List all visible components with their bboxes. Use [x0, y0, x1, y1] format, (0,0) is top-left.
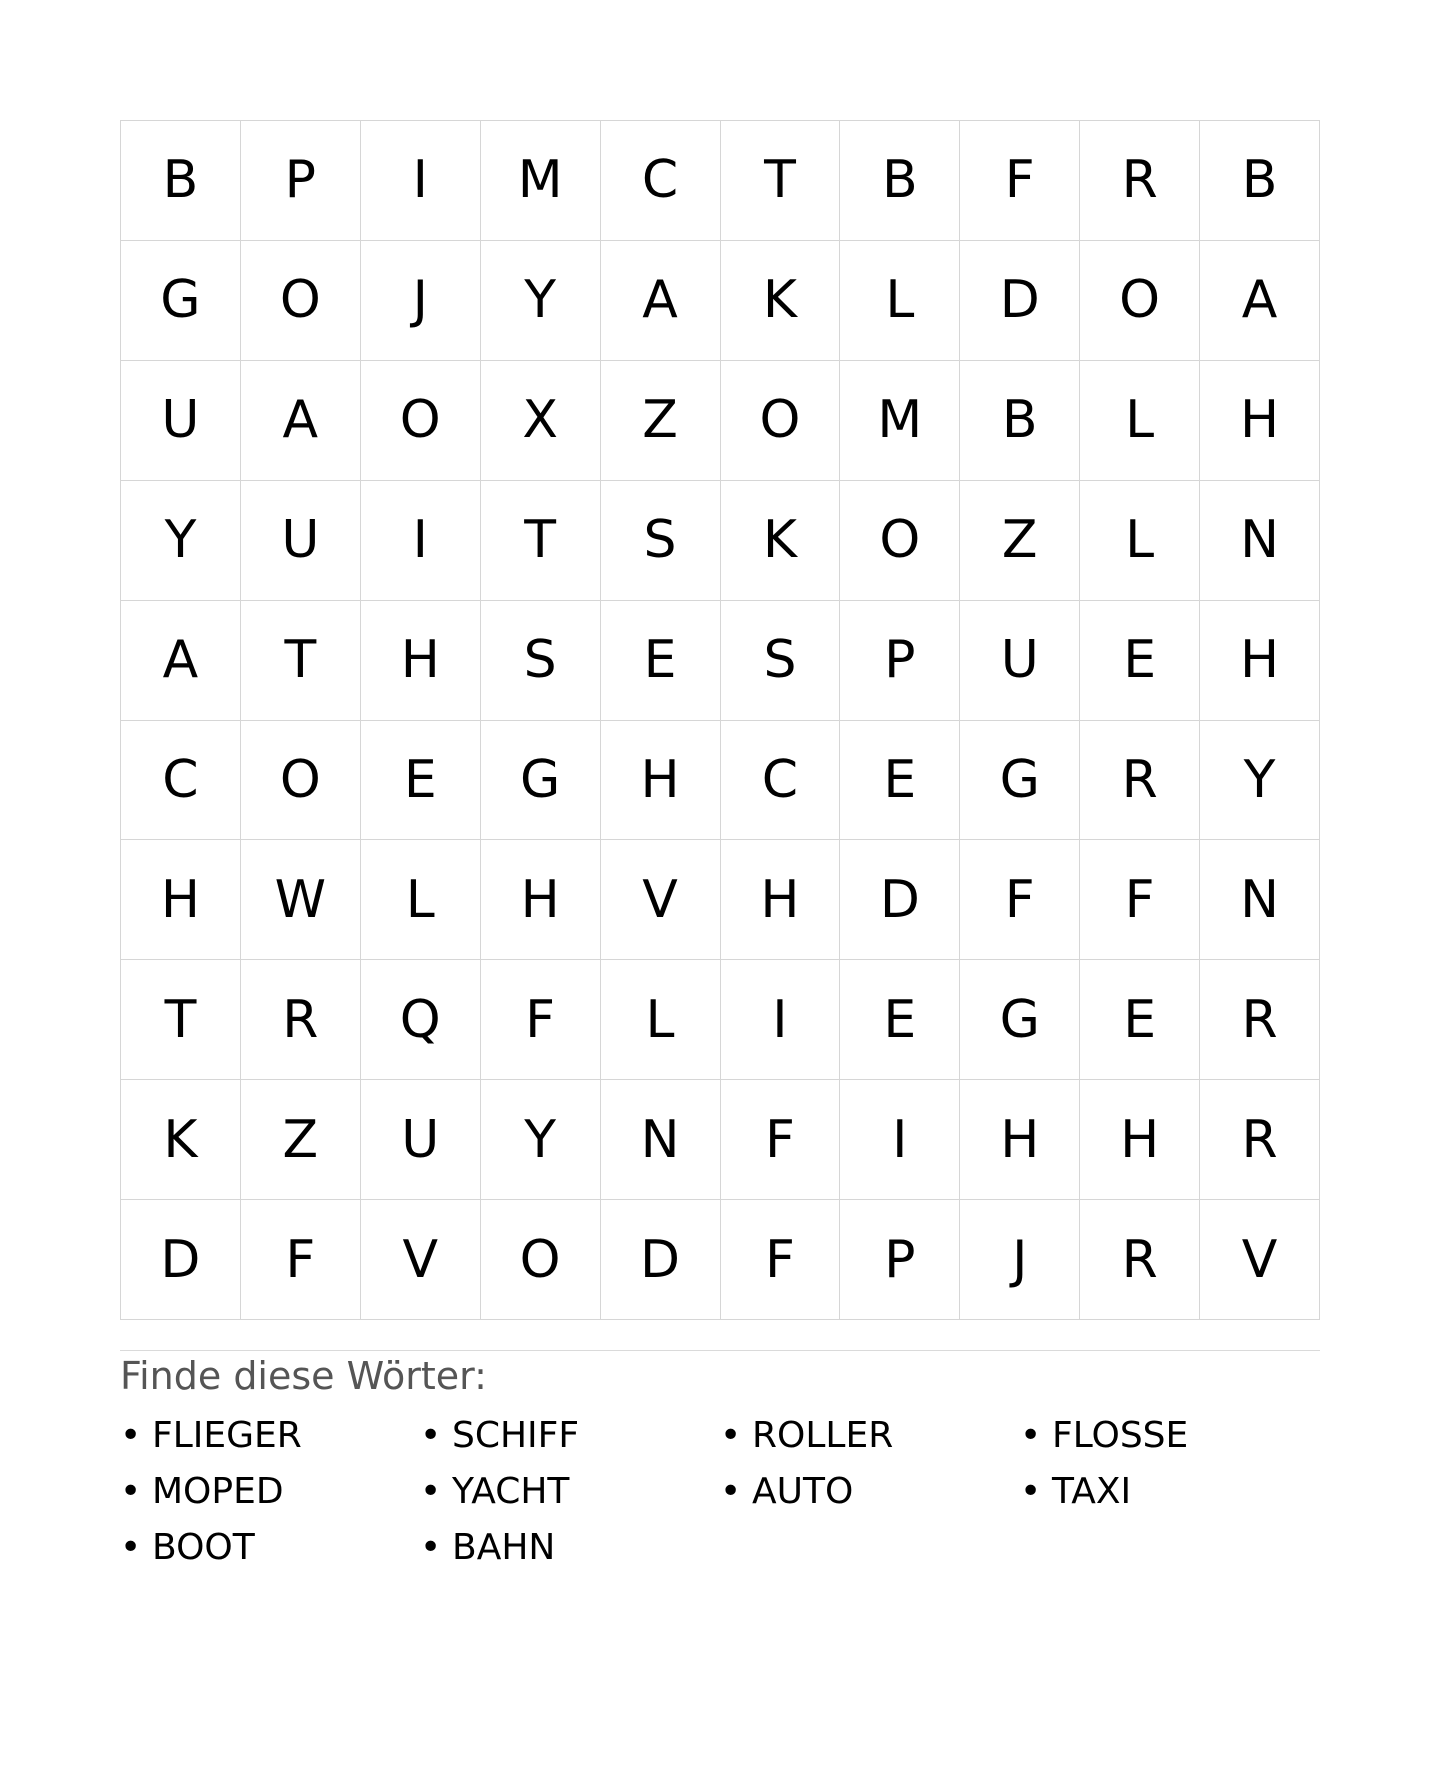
- grid-cell[interactable]: Z: [960, 481, 1080, 601]
- grid-cell[interactable]: O: [840, 481, 960, 601]
- grid-cell[interactable]: F: [960, 121, 1080, 241]
- grid-cell[interactable]: O: [1080, 241, 1200, 361]
- grid-cell[interactable]: N: [1200, 481, 1320, 601]
- grid-cell[interactable]: I: [361, 121, 481, 241]
- bullet-icon: •: [420, 1471, 442, 1512]
- grid-cell[interactable]: P: [840, 601, 960, 721]
- bullet-icon: •: [120, 1471, 142, 1512]
- grid-cell[interactable]: S: [601, 481, 721, 601]
- grid-cell[interactable]: F: [481, 960, 601, 1080]
- grid-cell[interactable]: E: [840, 721, 960, 841]
- grid-cell[interactable]: Z: [601, 361, 721, 481]
- grid-cell[interactable]: Y: [481, 1080, 601, 1200]
- grid-cell[interactable]: H: [1200, 361, 1320, 481]
- word-label: FLOSSE: [1052, 1415, 1189, 1456]
- bullet-icon: •: [120, 1527, 142, 1568]
- grid-cell[interactable]: H: [361, 601, 481, 721]
- grid-cell[interactable]: B: [840, 121, 960, 241]
- grid-cell[interactable]: R: [1080, 721, 1200, 841]
- grid-cell[interactable]: T: [481, 481, 601, 601]
- grid-cell[interactable]: R: [1080, 121, 1200, 241]
- grid-cell[interactable]: H: [1200, 601, 1320, 721]
- grid-cell[interactable]: V: [361, 1200, 481, 1320]
- grid-cell[interactable]: O: [241, 721, 361, 841]
- grid-cell[interactable]: T: [721, 121, 841, 241]
- grid-cell[interactable]: O: [361, 361, 481, 481]
- word-label: AUTO: [752, 1471, 854, 1512]
- grid-cell[interactable]: R: [1080, 1200, 1200, 1320]
- word-label: FLIEGER: [152, 1415, 302, 1456]
- grid-cell[interactable]: F: [1080, 840, 1200, 960]
- grid-cell[interactable]: T: [121, 960, 241, 1080]
- grid-cell[interactable]: B: [960, 361, 1080, 481]
- bullet-icon: •: [720, 1471, 742, 1512]
- grid-cell[interactable]: F: [721, 1200, 841, 1320]
- word-label: BAHN: [452, 1527, 556, 1568]
- grid-cell[interactable]: L: [361, 840, 481, 960]
- divider: [120, 1350, 1320, 1351]
- grid-cell[interactable]: W: [241, 840, 361, 960]
- grid-cell[interactable]: U: [960, 601, 1080, 721]
- words-title: Finde diese Wörter:: [120, 1354, 487, 1398]
- grid-cell[interactable]: D: [840, 840, 960, 960]
- word-label: TAXI: [1052, 1471, 1132, 1512]
- grid-cell[interactable]: Z: [241, 1080, 361, 1200]
- grid-cell[interactable]: K: [121, 1080, 241, 1200]
- grid-cell[interactable]: V: [601, 840, 721, 960]
- grid-cell[interactable]: Y: [121, 481, 241, 601]
- grid-cell[interactable]: S: [481, 601, 601, 721]
- word-item: [720, 1468, 1020, 1524]
- grid-cell[interactable]: C: [601, 121, 721, 241]
- grid-cell[interactable]: T: [241, 601, 361, 721]
- grid-cell[interactable]: O: [241, 241, 361, 361]
- word-list: [120, 1412, 1320, 1580]
- grid-cell[interactable]: B: [121, 121, 241, 241]
- grid-cell[interactable]: H: [601, 721, 721, 841]
- grid-cell[interactable]: K: [721, 481, 841, 601]
- grid-cell[interactable]: L: [1080, 481, 1200, 601]
- grid-cell[interactable]: N: [1200, 840, 1320, 960]
- grid-cell[interactable]: N: [601, 1080, 721, 1200]
- grid-cell[interactable]: U: [241, 481, 361, 601]
- grid-cell[interactable]: G: [960, 721, 1080, 841]
- grid-cell[interactable]: G: [960, 960, 1080, 1080]
- bullet-icon: •: [1020, 1471, 1042, 1512]
- grid-cell[interactable]: R: [1200, 960, 1320, 1080]
- grid-cell[interactable]: F: [960, 840, 1080, 960]
- bullet-icon: •: [420, 1415, 442, 1456]
- bullet-icon: •: [720, 1415, 742, 1456]
- grid-cell[interactable]: H: [1080, 1080, 1200, 1200]
- grid-cell[interactable]: F: [241, 1200, 361, 1320]
- word-search-grid: [120, 120, 1320, 1320]
- grid-cell[interactable]: R: [241, 960, 361, 1080]
- grid-cell[interactable]: D: [601, 1200, 721, 1320]
- word-label: MOPED: [152, 1471, 284, 1512]
- grid-cell[interactable]: D: [121, 1200, 241, 1320]
- grid-cell[interactable]: J: [361, 241, 481, 361]
- grid-cell[interactable]: L: [1080, 361, 1200, 481]
- grid-cell[interactable]: G: [121, 241, 241, 361]
- grid-cell[interactable]: V: [1200, 1200, 1320, 1320]
- grid-cell[interactable]: F: [721, 1080, 841, 1200]
- grid-cell[interactable]: X: [481, 361, 601, 481]
- grid-cell[interactable]: I: [840, 1080, 960, 1200]
- grid-cell[interactable]: P: [840, 1200, 960, 1320]
- grid-cell[interactable]: E: [1080, 601, 1200, 721]
- grid-cell[interactable]: A: [241, 361, 361, 481]
- grid-cell[interactable]: Y: [481, 241, 601, 361]
- grid-cell[interactable]: O: [481, 1200, 601, 1320]
- word-item: [420, 1524, 720, 1580]
- grid-cell[interactable]: K: [721, 241, 841, 361]
- word-label: BOOT: [152, 1527, 255, 1568]
- word-item: [120, 1412, 420, 1468]
- grid-cell[interactable]: B: [1200, 121, 1320, 241]
- grid-cell[interactable]: U: [121, 361, 241, 481]
- grid-cell[interactable]: A: [121, 601, 241, 721]
- grid-cell[interactable]: L: [840, 241, 960, 361]
- grid-cell[interactable]: M: [840, 361, 960, 481]
- grid-cell[interactable]: C: [121, 721, 241, 841]
- bullet-icon: •: [120, 1415, 142, 1456]
- grid-cell[interactable]: M: [481, 121, 601, 241]
- grid-cell[interactable]: A: [1200, 241, 1320, 361]
- grid-cell[interactable]: L: [601, 960, 721, 1080]
- word-label: ROLLER: [752, 1415, 894, 1456]
- word-label: YACHT: [452, 1471, 570, 1512]
- grid-cell[interactable]: E: [601, 601, 721, 721]
- grid-cell[interactable]: H: [960, 1080, 1080, 1200]
- word-item: [1020, 1468, 1320, 1524]
- grid-cell[interactable]: J: [960, 1200, 1080, 1320]
- grid-cell[interactable]: O: [721, 361, 841, 481]
- word-label: SCHIFF: [452, 1415, 580, 1456]
- grid-cell[interactable]: D: [960, 241, 1080, 361]
- grid-cell[interactable]: I: [361, 481, 481, 601]
- word-item: [1020, 1412, 1320, 1468]
- grid-cell[interactable]: C: [721, 721, 841, 841]
- grid-cell[interactable]: E: [840, 960, 960, 1080]
- word-item: [720, 1412, 1020, 1468]
- bullet-icon: •: [420, 1527, 442, 1568]
- grid-cell[interactable]: H: [721, 840, 841, 960]
- word-item: [420, 1468, 720, 1524]
- grid-cell[interactable]: A: [601, 241, 721, 361]
- word-item: [120, 1524, 420, 1580]
- bullet-icon: •: [1020, 1415, 1042, 1456]
- grid-cell[interactable]: E: [361, 721, 481, 841]
- word-item: [120, 1468, 420, 1524]
- grid-cell[interactable]: I: [721, 960, 841, 1080]
- word-item: [420, 1412, 720, 1468]
- grid-cell[interactable]: U: [361, 1080, 481, 1200]
- grid-cell[interactable]: Q: [361, 960, 481, 1080]
- grid-cell[interactable]: H: [481, 840, 601, 960]
- grid-cell[interactable]: R: [1200, 1080, 1320, 1200]
- grid-cell[interactable]: P: [241, 121, 361, 241]
- grid-cell[interactable]: Y: [1200, 721, 1320, 841]
- grid-cell[interactable]: S: [721, 601, 841, 721]
- grid-cell[interactable]: H: [121, 840, 241, 960]
- grid-cell[interactable]: E: [1080, 960, 1200, 1080]
- grid-cell[interactable]: G: [481, 721, 601, 841]
